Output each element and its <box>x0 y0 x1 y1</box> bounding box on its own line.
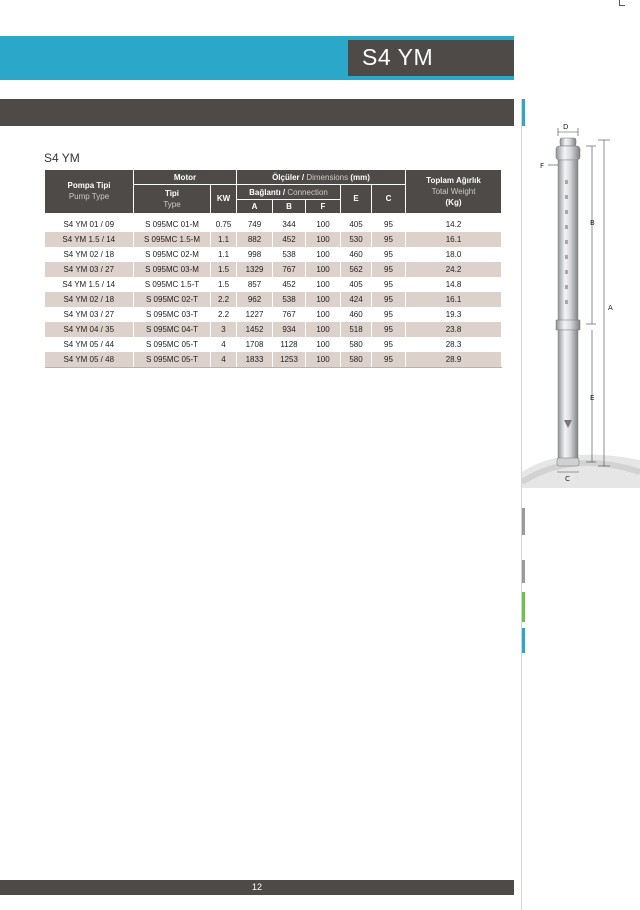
table-row: S4 YM 03 / 27 S 095MC 03-T 2.2 1227 767 100 460 95 19.3 <box>45 307 502 322</box>
page-number: 12 <box>251 882 262 892</box>
crop-mark <box>619 0 625 6</box>
table-row: S4 YM 1.5 / 14 S 095MC 1.5-T 1.5 857 452 100 405 95 14.8 <box>45 277 502 292</box>
header-total-weight: Toplam Ağırlık Total Weight (Kg) <box>406 170 502 215</box>
label-c: C <box>565 475 570 483</box>
table-row: S4 YM 02 / 18 S 095MC 02-T 2.2 962 538 100 424 95 16.1 <box>45 292 502 307</box>
table-row: S4 YM 05 / 44 S 095MC 05-T 4 1708 1128 100 580 95 28.3 <box>45 337 502 352</box>
header-e: E <box>341 185 372 215</box>
side-tab-gray-1 <box>522 508 525 535</box>
table-row: S4 YM 04 / 35 S 095MC 04-T 3 1452 934 100 518 95 23.8 <box>45 322 502 337</box>
section-bar <box>0 99 514 126</box>
header-b: B <box>273 200 306 215</box>
label-d: D <box>563 123 569 131</box>
header-c: C <box>372 185 406 215</box>
header-pump-type: Pompa Tipi Pump Type <box>45 170 134 215</box>
label-b: B <box>590 219 595 227</box>
pump-dimension-drawing <box>522 100 640 488</box>
label-e: E <box>590 394 595 402</box>
label-a: A <box>608 304 613 312</box>
table-row: S4 YM 03 / 27 S 095MC 03-M 1.5 1329 767 100 562 95 24.2 <box>45 262 502 277</box>
table-row: S4 YM 1.5 / 14 S 095MC 1.5-M 1.1 882 452 100 530 95 16.1 <box>45 232 502 247</box>
side-tab-gray-2 <box>522 560 525 583</box>
table-caption: S4 YM <box>44 151 80 165</box>
header-title-box <box>348 40 514 76</box>
side-tab-green <box>522 592 525 622</box>
header-connection: Bağlantı / Connection <box>237 185 341 200</box>
table-row: S4 YM 01 / 09 S 095MC 01-M 0.75 749 344 100 405 95 14.2 <box>45 215 502 232</box>
header-a: A <box>237 200 273 215</box>
label-f: F <box>540 162 545 170</box>
header-motor: Motor <box>134 170 237 185</box>
page-footer <box>0 880 514 895</box>
header-dimensions: Ölçüler / Dimensions (mm) <box>237 170 406 185</box>
header-motor-type: Tipi Type <box>134 185 211 215</box>
side-tab-teal-2 <box>522 628 525 653</box>
page-title: S4 YM <box>362 44 434 70</box>
spec-table <box>44 169 502 368</box>
header-f: F <box>306 200 341 215</box>
table-row: S4 YM 02 / 18 S 095MC 02-M 1.1 998 538 100 460 95 18.0 <box>45 247 502 262</box>
header-kw: KW <box>211 185 237 215</box>
table-row: S4 YM 05 / 48 S 095MC 05-T 4 1833 1253 100 580 95 28.9 <box>45 352 502 368</box>
